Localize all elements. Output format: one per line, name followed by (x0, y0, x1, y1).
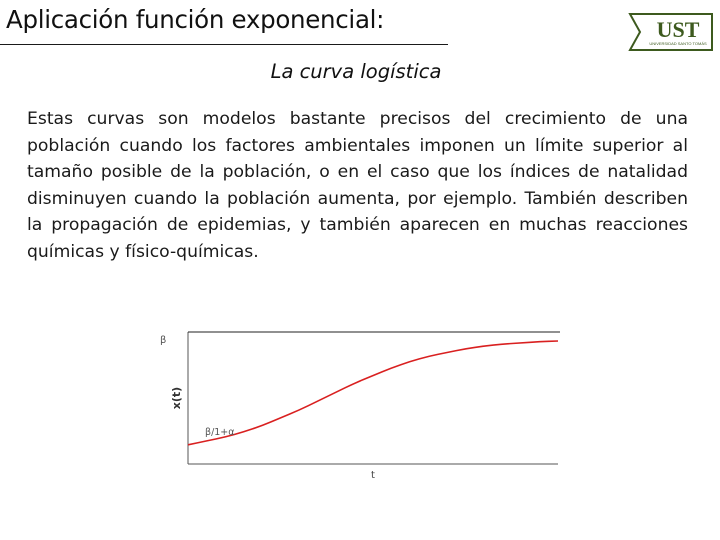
chart-svg (150, 318, 570, 488)
x-axis-label: t (371, 470, 375, 481)
slide-title: Aplicación función exponencial: (6, 5, 385, 34)
ust-logo-graphic (626, 10, 716, 52)
slide-subtitle: La curva logística (270, 60, 442, 83)
y-axis-label: x(t) (170, 386, 183, 410)
logistic-curve (188, 341, 558, 445)
svg-text:UST: UST (656, 17, 700, 42)
upper-bound-label: β (160, 335, 167, 346)
initial-value-label: β/1+α (205, 427, 235, 438)
body-paragraph: Estas curvas son modelos bastante precisos del crecimiento de una población cuando los factores ambientales imponen un límite superior al tamaño posible de la población, o en el caso que los índices de natalidad disminuyen cuando la población aumenta, por ejemplo. También describen la propagación de epidemias, y también aparecen en muchas reacciones químicas y físico-químicas. (27, 109, 688, 262)
ust-logo (626, 10, 716, 52)
logistic-curve-chart (150, 318, 570, 488)
svg-text:UNIVERSIDAD SANTO TOMÁS: UNIVERSIDAD SANTO TOMÁS (649, 41, 707, 46)
